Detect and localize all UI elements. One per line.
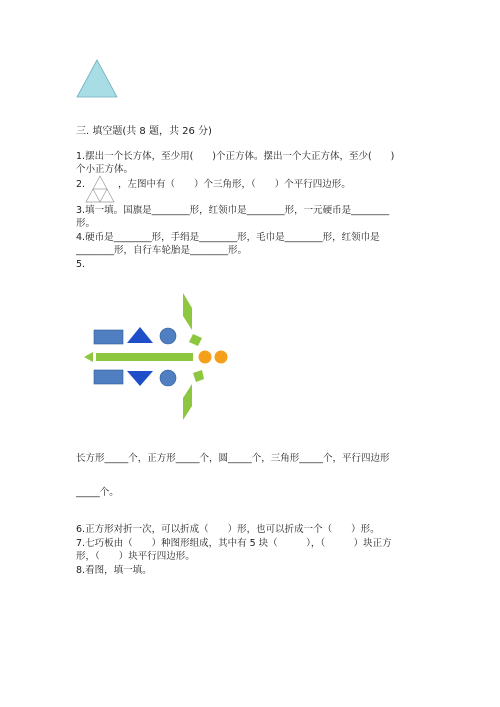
question-7-line-2: 形，（ ）块平行四边形。 (76, 551, 195, 562)
question-8-text: 8.看图，填一填。 (76, 565, 152, 576)
bottom-blue-rectangle (94, 370, 123, 384)
question-1-line-2: 个小正方体。 (76, 164, 134, 175)
question-1-line-1: 1.摆出一个长方体，至少用( )个正方体。摆出一个大正方体，至少( ) (76, 151, 395, 162)
left-green-triangle-bottom (84, 357, 93, 362)
question-3-line-2: 形。 (76, 218, 96, 229)
left-green-triangle-top (84, 352, 93, 357)
question-5-number: 5. (76, 259, 86, 270)
orange-circle-left (199, 351, 212, 364)
top-blue-triangle (127, 327, 153, 343)
question-5-answer-line-1: 长方形_____个，正方形_____个，圆_____个，三角形_____个，平行四边形 (76, 453, 390, 464)
question-7-line-1: 7.七巧板由（ ）种图形组成，其中有 5 块（ ），（ ）块正方 (76, 538, 392, 549)
question-2-number: 2. (76, 179, 86, 190)
top-green-square (189, 334, 202, 346)
question-2-text: ，左图中有（ ）个三角形，（ ）个平行四边形。 (118, 179, 351, 190)
question-4-line-2: ________形，自行车轮胎是________形。 (76, 245, 248, 256)
bottom-blue-circle (160, 370, 176, 386)
question-4-line-1: 4.硬币是________形，手绢是________形，毛巾是________形，红领巾是 (76, 232, 380, 243)
top-blue-rectangle (94, 330, 123, 344)
bottom-green-parallelogram (183, 384, 192, 420)
green-bar (96, 353, 193, 361)
top-green-parallelogram (183, 293, 192, 330)
question-3-line-1: 3.填一填。国旗是________形，红领巾是________形，一元硬币是________ (76, 205, 390, 216)
section-title: 三. 填空题(共 8 题，共 26 分) (76, 126, 212, 137)
top-blue-circle (160, 328, 176, 344)
bottom-green-square (193, 370, 204, 382)
question-6-text: 6.正方形对折一次，可以折成（ ）形，也可以折成一个（ ）形。 (76, 524, 380, 535)
bottom-blue-triangle (127, 371, 153, 386)
orange-circle-right (215, 351, 228, 364)
question-5-answer-line-2: _____个。 (76, 487, 119, 498)
